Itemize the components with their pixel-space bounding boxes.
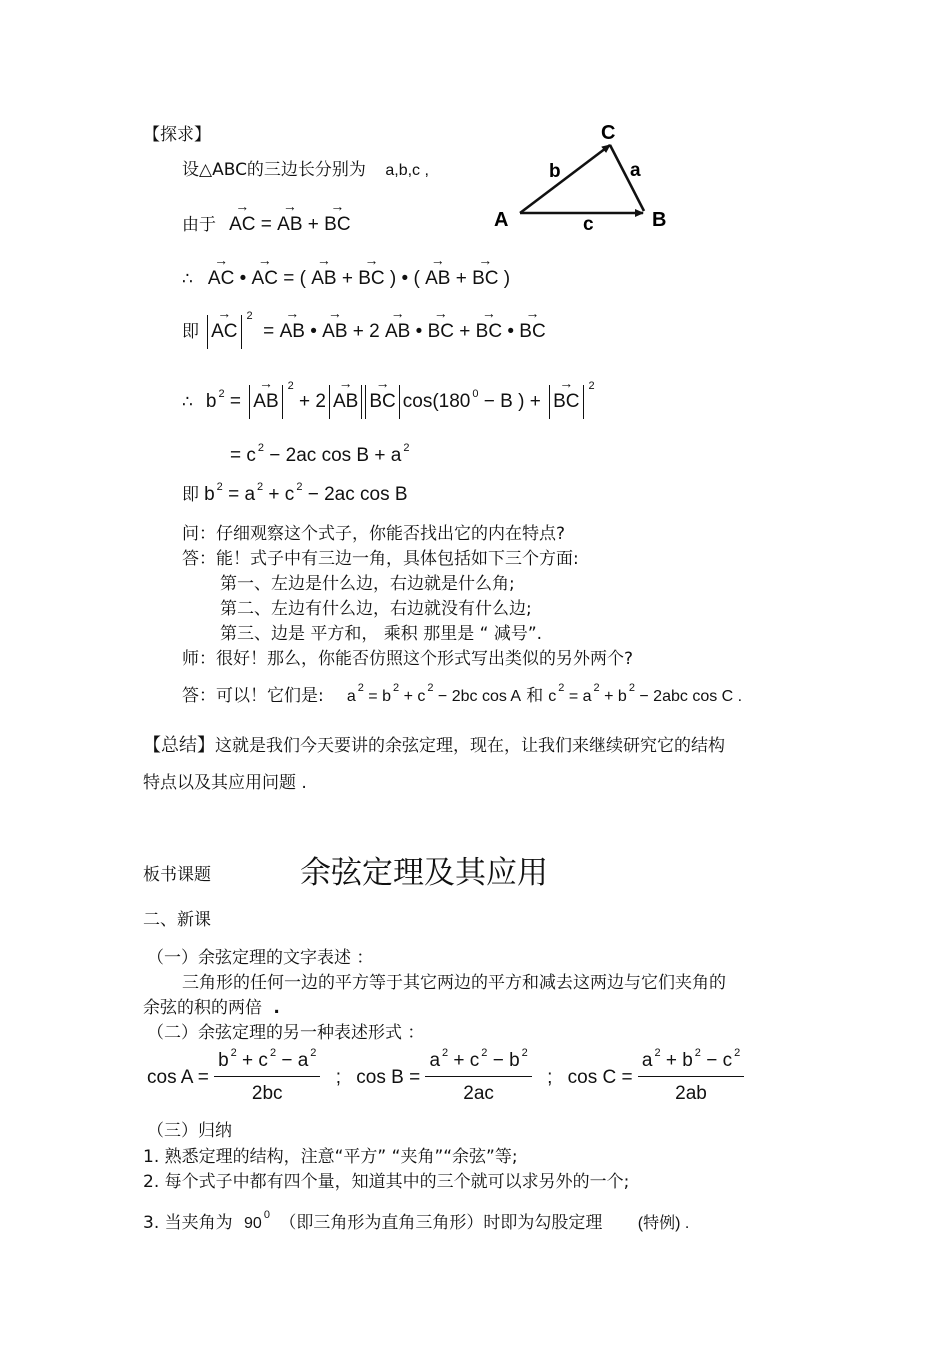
side-c-label: c	[583, 214, 594, 235]
vertex-C-label: C	[601, 122, 616, 144]
subsection-1: （一）余弦定理的文字表述 ：	[147, 948, 374, 968]
point-3: 第三、边是 平方和， 乘积 那里是 “ 减号”.	[220, 624, 543, 644]
angle-90: 90 $^0$	[244, 1209, 270, 1232]
therefore-symbol-2: ∴	[182, 392, 193, 413]
theorem-text-dot: .	[273, 998, 280, 1018]
since-line	[182, 210, 351, 236]
theorem-text-2-line	[143, 993, 280, 1018]
summary-item-3-b: （即三角形为直角三角形）时即为勾股定理	[279, 1213, 603, 1233]
eq-square-expansion: → $AC^2$ = → AB • → AB + 2 → AB • → BC + → BC • → BC	[204, 321, 546, 342]
new-lesson-heading: 二、新课	[143, 910, 211, 930]
therefore-line-2	[182, 380, 595, 419]
ie-line-2	[182, 480, 408, 506]
answer-2-prefix: 答：可以！它们是:	[182, 686, 324, 706]
question-1: 问：仔细观察这个式子，你能否找出它的内在特点?	[182, 524, 566, 544]
answer-2-and: 和	[526, 686, 544, 706]
therefore-line-1	[182, 268, 510, 290]
intro-text: 设△ABC的三边长分别为	[182, 160, 366, 180]
summary-item-3-c: (特例) .	[637, 1215, 690, 1232]
summary-item-2: 2. 每个式子中都有四个量，知道其中的三个就可以求另外的一个;	[143, 1172, 630, 1192]
summary-item-1: 1. 熟悉定理的结构，注意“平方” “夹角”“余弦”等;	[143, 1147, 518, 1167]
ie-label-2: 即	[182, 485, 199, 505]
answer-1: 答：能！式子中有三边一角，具体包括如下三个方面:	[182, 549, 579, 569]
eq-b-squared-simplified: = c $^2$ − 2ac cos B + a $^2$	[230, 442, 410, 466]
theorem-text-1: 三角形的任何一边的平方等于其它两边的平方和减去这两边与它们夹角的	[182, 973, 726, 993]
teacher-line: 师：很好！那么，你能否仿照这个形式写出类似的另外两个?	[182, 649, 634, 669]
formula-cosA: cos A = $\frac{b ^2 + c ^2 - a ^2}{2bc}$	[147, 1067, 326, 1088]
ie-label-1: 即	[182, 322, 199, 343]
subsection-2: （二）余弦定理的另一种表述形式 ：	[147, 1023, 425, 1043]
summary-line-1	[143, 731, 725, 757]
triangle-diagram	[480, 115, 680, 240]
intro-vars: a,b,c ,	[385, 162, 429, 179]
vertex-A-label: A	[494, 209, 509, 231]
summary-item-3-a: 3. 当夹角为	[143, 1213, 233, 1233]
theorem-text-2: 余弦的积的两倍	[143, 998, 262, 1018]
eq-b-squared-vector: b $^2$ = → $AB^2 + 2\to AB\to$ BC cos(180 $^0$ − B ) + → $BC^2$	[206, 391, 595, 412]
point-1: 第一、左边是什么边，右边就是什么角;	[220, 574, 515, 594]
subsection-3: （三）归纳	[147, 1121, 232, 1141]
since-label: 由于	[182, 215, 216, 235]
summary-text-2: 特点以及其应用问题 .	[143, 773, 307, 793]
eq-law-of-cosines-b: b $^2$ = a $^2$ + c $^2$ − 2ac cos B	[204, 481, 408, 505]
eq-vector-sum: → AC = → AB + → BC	[229, 214, 350, 235]
formula-cosB: cos B = $\frac{a ^2 + c ^2 - b ^2}{2ac}$	[356, 1067, 537, 1088]
summary-tag: 【总结】	[143, 735, 215, 756]
point-2: 第二、左边有什么边，右边就没有什么边;	[220, 599, 532, 619]
intro-line	[182, 155, 429, 180]
lesson-title: 余弦定理及其应用	[300, 855, 548, 891]
ie-line-1	[182, 310, 546, 349]
section-heading-explore: 【探求】	[143, 125, 211, 145]
eq-law-of-cosines-a: a $^2$ = b $^2$ + c $^2$ − 2bc cos A	[346, 682, 522, 705]
summary-item-3	[143, 1208, 689, 1233]
vertex-B-label: B	[652, 209, 667, 231]
eq-law-of-cosines-c: c $^2$ = a $^2$ + b $^2$ − 2abc cos C .	[548, 682, 743, 705]
side-a-label: a	[630, 160, 641, 181]
side-b-vector	[520, 145, 610, 213]
eq-dot-expansion: → AC • → AC = ( → AB + → BC ) • ( → AB + → BC )	[208, 268, 510, 289]
cosine-formulas: cos A = $\frac{b ^2 + c ^2 - a ^2}{2bc}$ ; cos B = $\frac{a ^2 + c ^2 - b ^2}{2ac}$ ; cos C = $\frac{a ^2 + b ^2 - c ^2}{2ab}$	[147, 1050, 744, 1105]
therefore-symbol: ∴	[182, 269, 193, 289]
board-label: 板书课题	[143, 865, 211, 885]
side-b-label: b	[549, 161, 561, 182]
summary-text-1: 这就是我们今天要讲的余弦定理，现在，让我们来继续研究它的结构	[215, 736, 725, 756]
answer-2	[182, 681, 742, 706]
formula-cosC: cos C = $\frac{a ^2 + b ^2 - c ^2}{2ab}$	[568, 1067, 745, 1088]
